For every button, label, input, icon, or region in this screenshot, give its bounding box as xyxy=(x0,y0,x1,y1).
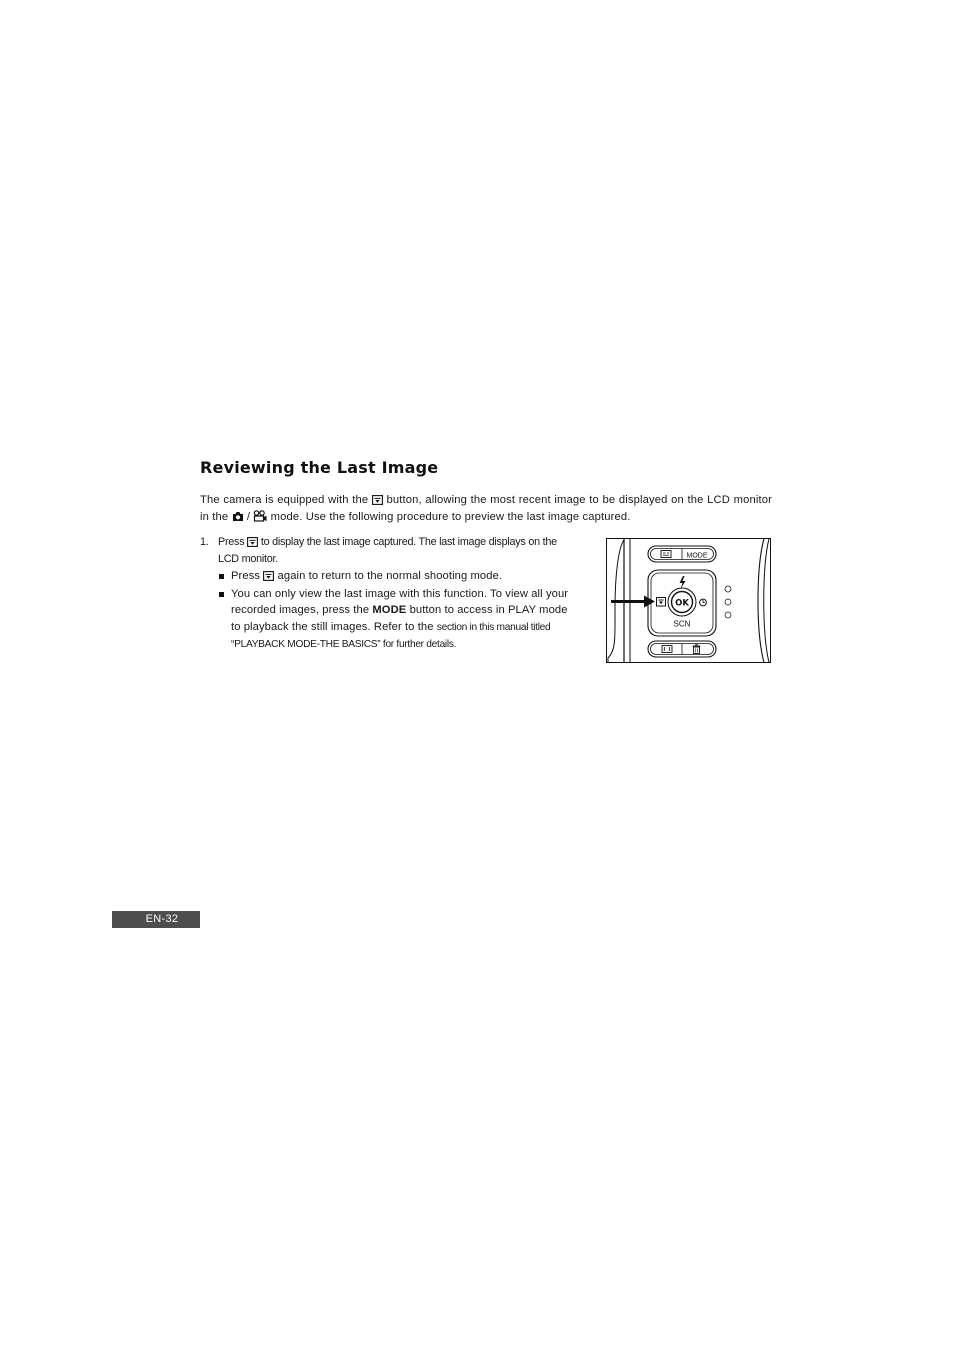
mode-button-label: MODE xyxy=(686,552,708,560)
procedure-list xyxy=(200,534,580,654)
bullet-reference-text: section in this manual titled “PLAYBACK MODE-THE BASICS” for further details. xyxy=(231,621,551,650)
bullet-item-view-all xyxy=(200,586,580,654)
review-button-icon xyxy=(372,495,383,505)
mode-keyword: MODE xyxy=(372,604,407,616)
bullet-square-icon xyxy=(219,574,224,579)
bullet-text-before: You can only view the last image with this function. To view all your recorded images, press the xyxy=(231,587,569,616)
bullet-text: again to return to the normal shooting mode. xyxy=(277,570,503,582)
step-press-word: Press xyxy=(218,536,245,548)
intro-separator: / xyxy=(246,510,251,523)
camera-controls-illustration xyxy=(606,538,771,663)
camera-mode-icon xyxy=(232,511,244,522)
section-title: Reviewing the Last Image xyxy=(200,458,439,477)
scn-label: SCN xyxy=(673,619,691,629)
bullet-square-icon xyxy=(219,592,224,597)
review-button-icon xyxy=(263,571,274,581)
intro-text-3: mode. Use the following procedure to preview the last image captured. xyxy=(270,510,631,523)
intro-paragraph xyxy=(200,492,772,525)
step-number: 1. xyxy=(200,536,209,548)
page-number: EN-32 xyxy=(145,913,179,925)
review-button-icon xyxy=(247,537,258,547)
bullet-press-word: Press xyxy=(231,570,261,582)
intro-text-1: The camera is equipped with the xyxy=(200,494,369,506)
step-text: to display the last image captured. The last image displays on the LCD monitor. xyxy=(218,536,557,565)
step-1 xyxy=(200,534,580,567)
bullet-item-return xyxy=(200,568,580,585)
page-number-badge xyxy=(112,911,200,928)
ok-label: OK xyxy=(675,598,689,609)
intro-text-2: button, allowing the most recent image to be displayed on the LCD monitor in the xyxy=(200,494,773,523)
ok-button xyxy=(668,588,696,616)
movie-mode-icon xyxy=(253,510,267,522)
bullet-text-after: button to access in PLAY mode to playback the still images. Refer to the xyxy=(231,604,568,633)
